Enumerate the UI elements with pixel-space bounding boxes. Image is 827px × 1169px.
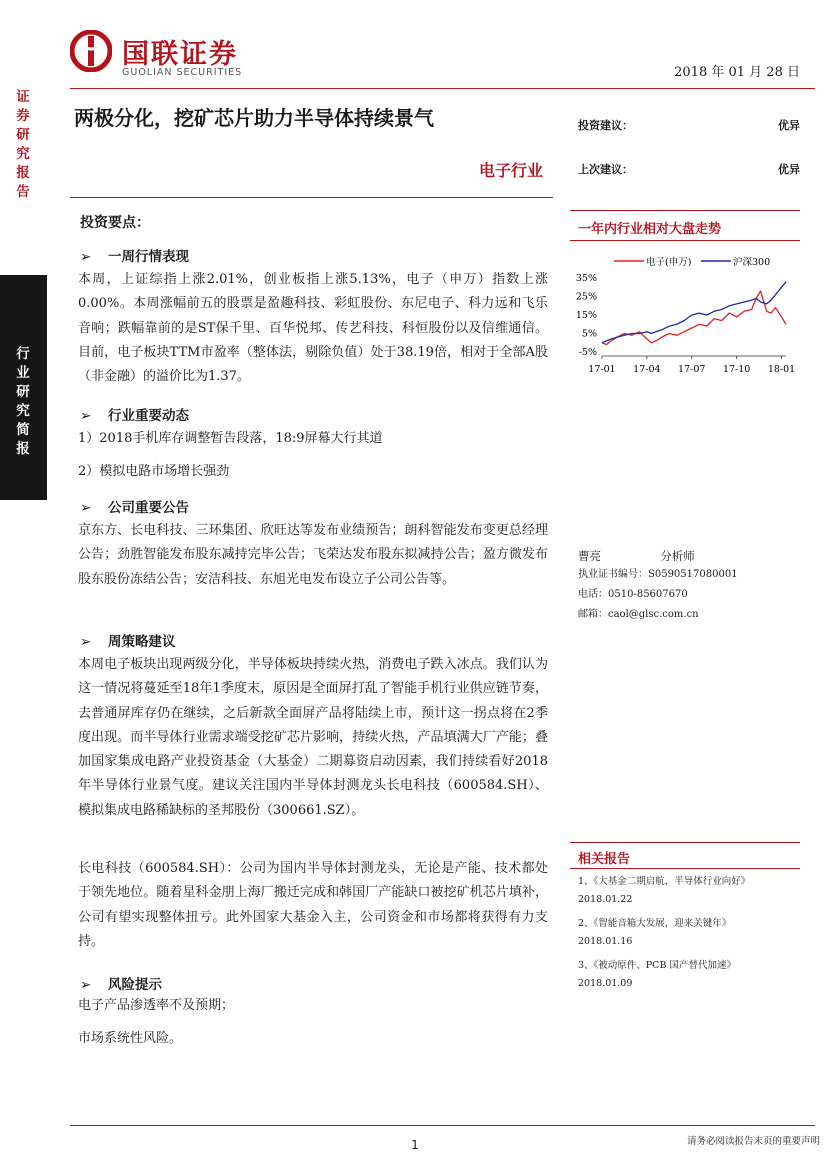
rating-current-value: 优异 — [778, 119, 800, 132]
y-tick-label: 5% — [581, 328, 597, 340]
chart-top-divider — [570, 210, 800, 211]
x-tick-label: 17-07 — [678, 364, 706, 375]
rating-previous-label: 上次建议： — [578, 163, 633, 176]
side-band-black — [0, 275, 47, 500]
section-paragraph: 本周，上证综指上涨2.01%，创业板指上涨5.13%，电子（申万）指数上涨0.00%。本周涨幅前五的股票是盈趣科技、彩虹股份、东尼电子、科力远和飞乐音响；跌幅靠前的是ST保千里、百华悦邦、传艺科技、科恒股份以及信维通信。目前，电子板块TTM市盈率（整体法，剔除负值）处于38.19倍，相对于全部A股（非金融）的溢价比为1.37。 — [78, 272, 548, 385]
section-heading: ➢ 风险提示 — [80, 977, 162, 993]
related-reports-title: 相关报告 — [578, 852, 631, 867]
guolian-logo-icon — [70, 30, 112, 72]
report-type-label: 证券研究报告 — [16, 89, 30, 200]
section-paragraph: 本周电子板块出现两级分化，半导体板块持续火热，消费电子跌入冰点。我们认为这一情况将蔓延至18年1季度末，原因是全面屏打乱了智能手机行业供应链节奏，去普通屏库存仍在继续，之后新款全面屏产品将陆续上市，预计这一拐点将在2季度出现。而半导体行业需求端受挖矿芯片影响，持续火热，产品填满大厂产能；叠加国家集成电路产业投资基金（大基金）二期募资启动因素，我们持续看好2018年半导体行业景气度。建议关注国内半导体封测龙头长电科技（600584.SH）、模拟集成电路稀缺标的圣邦股份（300661.SZ）。 — [78, 657, 548, 818]
footer-divider — [70, 1125, 815, 1126]
related-title-divider — [570, 868, 800, 869]
analyst-name: 曹亮 — [578, 549, 601, 563]
y-tick-label: -5% — [578, 347, 597, 358]
analyst-email: 邮箱：caol@glsc.com.cn — [578, 609, 699, 620]
legend-label-electronics: 电子(申万) — [646, 257, 692, 268]
related-report-link[interactable]: 1、《大基金二期启航，半导体行业向好》 — [578, 876, 751, 887]
related-report-link[interactable]: 3、《被动原件、PCB 国产替代加速》 — [578, 960, 736, 971]
side-band-top — [0, 0, 47, 275]
related-report-date: 2018.01.22 — [578, 894, 633, 905]
section-paragraph: 电子产品渗透率不及预期； — [78, 998, 235, 1013]
analyst-name-row — [578, 546, 695, 566]
arrow-bullet-icon: ➢ — [80, 408, 92, 424]
x-tick-label: 17-01 — [588, 364, 616, 375]
y-tick-label: 25% — [575, 291, 597, 303]
x-tick-label: 17-04 — [633, 364, 661, 375]
related-report-date: 2018.01.09 — [578, 978, 633, 989]
report-title: 两极分化，挖矿芯片助力半导体持续景气 — [74, 106, 434, 130]
related-report-link[interactable]: 2、《智能音箱大发展，迎来关键年》 — [578, 918, 732, 929]
section-paragraph: 长电科技（600584.SH）：公司为国内半导体封测龙头，无论是产能、技术都处于领先地位。随着星科金朋上海厂搬迁完成和韩国厂产能缺口被挖矿机芯片填补，公司有望实现整体扭亏。此外国家大基金入主，公司资金和市场都将获得有力支持。 — [78, 861, 548, 949]
y-tick-label: 35% — [575, 273, 597, 284]
rating-current-label: 投资建议： — [578, 119, 633, 132]
related-top-divider — [570, 842, 800, 843]
chart-title: 一年内行业相对大盘走势 — [578, 222, 722, 237]
series-line-electronics — [602, 291, 786, 345]
x-tick-label: 18-01 — [767, 364, 796, 375]
rating-previous-value: 优异 — [778, 163, 800, 176]
arrow-bullet-icon: ➢ — [80, 977, 92, 993]
legend-label-hs300: 沪深300 — [733, 257, 771, 268]
investment-highlights-title: 投资要点： — [80, 215, 150, 231]
arrow-bullet-icon: ➢ — [80, 249, 92, 265]
section-heading: ➢ 行业重要动态 — [80, 408, 189, 424]
report-category-label: 行业研究简报 — [16, 346, 30, 457]
header-divider — [70, 88, 815, 89]
arrow-bullet-icon: ➢ — [80, 500, 92, 516]
y-tick-label: 15% — [575, 310, 597, 321]
title-divider — [70, 197, 553, 198]
series-line-hs300 — [602, 282, 786, 343]
page-number: 1 — [411, 1138, 419, 1152]
section-paragraph: 1）2018手机库存调整暂告段落，18:9屏幕大行其道 — [78, 431, 383, 446]
x-tick-label: 17-10 — [722, 364, 751, 375]
chart-title-divider — [570, 240, 800, 241]
section-paragraph: 2）模拟电路市场增长强劲 — [78, 464, 230, 479]
arrow-bullet-icon: ➢ — [80, 634, 92, 650]
report-date: 2018 年 01 月 28 日 — [674, 65, 800, 80]
section-heading: ➢ 公司重要公告 — [80, 500, 189, 516]
logo-english-name: GUOLIAN SECURITIES — [122, 67, 243, 78]
section-paragraph: 市场系统性风险。 — [78, 1031, 183, 1046]
logo-chinese-name: 国联证券 — [122, 39, 238, 70]
section-paragraph: 京东方、长电科技、三环集团、欣旺达等发布业绩预告；朗科智能发布变更总经理公告；劲胜智能发布股东减持完毕公告；飞荣达发布股东拟减持公告；盈方微发布股东股份冻结公告；安洁科技、东旭光电发布设立子公司公告等。 — [78, 523, 548, 587]
section-heading: ➢ 一周行情表现 — [80, 249, 189, 265]
related-report-date: 2018.01.16 — [578, 936, 633, 947]
analyst-phone: 电话：0510-85607670 — [578, 589, 688, 600]
relative-trend-chart — [568, 250, 803, 380]
analyst-license: 执业证书编号：S0590517080001 — [578, 569, 738, 580]
disclaimer-note: 请务必阅读报告末页的重要声明 — [686, 1136, 820, 1147]
analyst-role: 分析师 — [660, 549, 695, 563]
section-heading: ➢ 周策略建议 — [80, 634, 176, 650]
industry-label: 电子行业 — [478, 161, 543, 180]
